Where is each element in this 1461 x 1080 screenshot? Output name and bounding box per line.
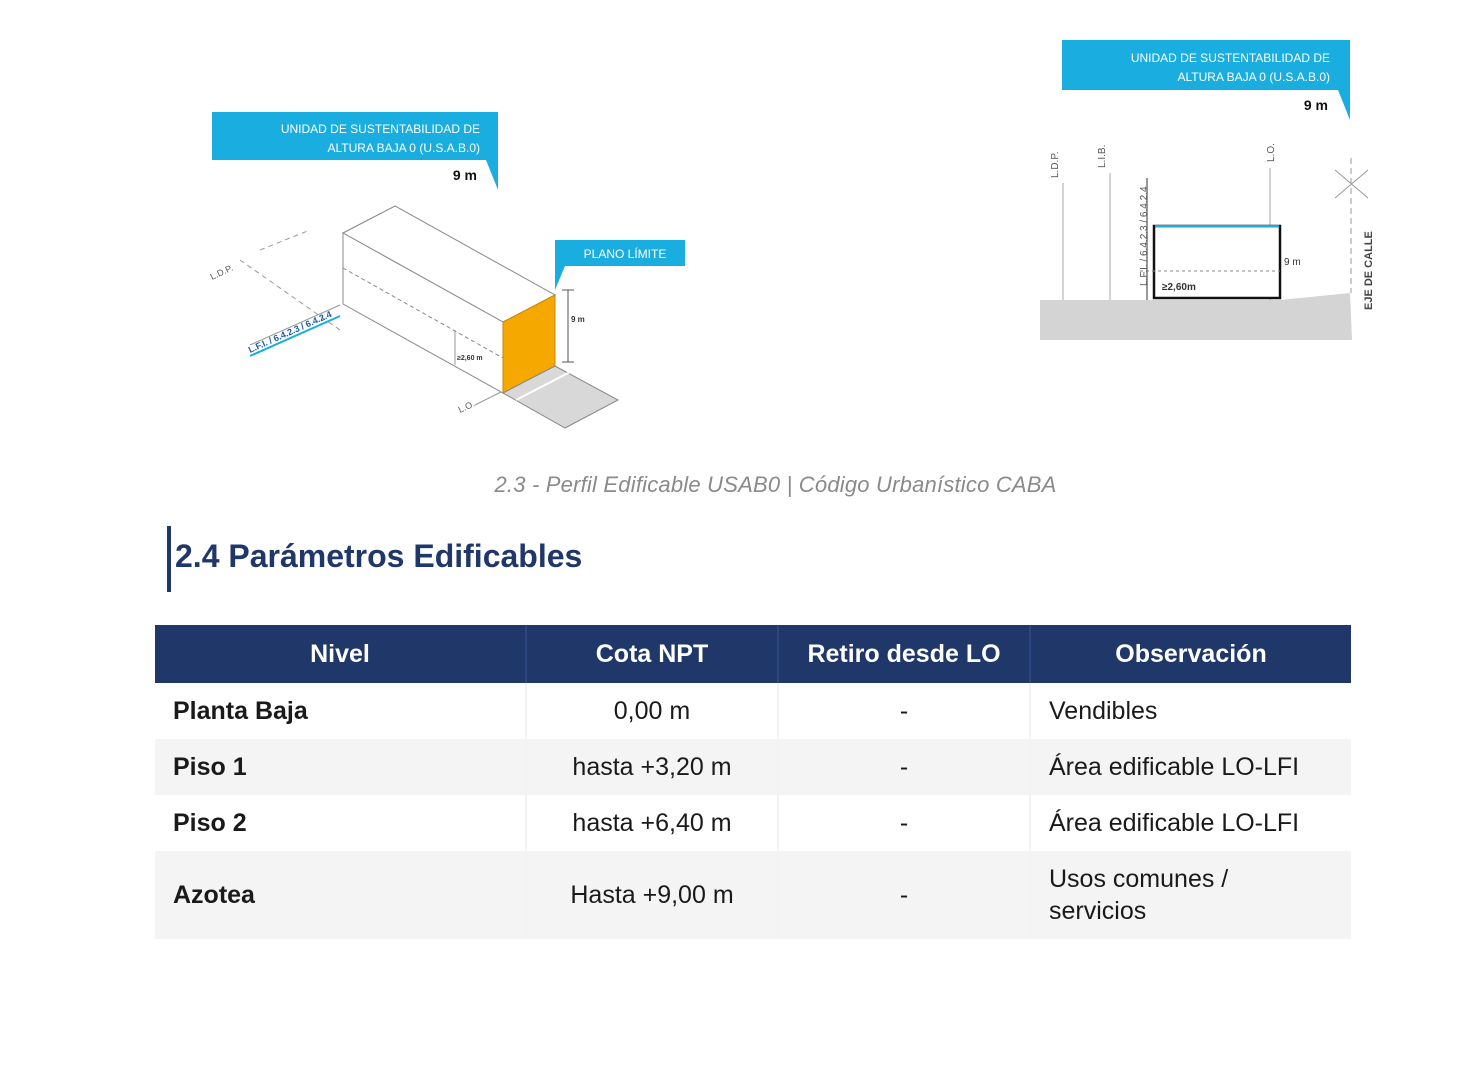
section-height-dim: 9 m — [1284, 257, 1301, 268]
cell-cota: Hasta +9,00 m — [526, 851, 778, 939]
cell-retiro: - — [778, 851, 1030, 939]
lfi-label: L.F.I. / 6.4.2.3 / 6.4.2.4 — [246, 309, 334, 355]
cell-observacion: Área edificable LO-LFI — [1030, 795, 1351, 851]
ground — [1040, 293, 1352, 340]
cell-retiro: - — [778, 683, 1030, 739]
header-retiro: Retiro desde LO — [778, 625, 1030, 683]
cell-cota: 0,00 m — [526, 683, 778, 739]
section-ldp-label: L.D.P. — [1050, 151, 1061, 178]
cell-nivel: Piso 2 — [155, 795, 526, 851]
section-usabo-tag — [1062, 40, 1350, 120]
section-lo-label: L.O. — [1266, 143, 1277, 162]
figure-caption: 2.3 - Perfil Edificable USAB0 | Código Urbanístico CABA — [494, 472, 1057, 497]
table-row — [155, 795, 1351, 851]
section-title: 2.4 Parámetros Edificables — [175, 538, 583, 574]
section-lfi-label: L.F.I. / 6.4.2.3 / 6.4.2.4 — [1139, 186, 1150, 286]
usabo-tag-line2: ALTURA BAJA 0 (U.S.A.B.0) — [327, 141, 480, 155]
section-lib-label: L.I.B. — [1097, 144, 1108, 168]
cell-cota: hasta +3,20 m — [526, 739, 778, 795]
isometric-profile-figure — [150, 100, 710, 450]
section-tag-line2: ALTURA BAJA 0 (U.S.A.B.0) — [1177, 70, 1330, 84]
table-row — [155, 683, 1351, 739]
plano-limite-tag — [555, 240, 685, 290]
height-dimension-label: 9 m — [571, 315, 585, 324]
cell-observacion-line2: servicios — [1049, 897, 1147, 925]
table-row — [155, 851, 1351, 939]
header-observacion: Observación — [1030, 625, 1351, 683]
parameters-table — [155, 625, 1351, 939]
cell-nivel: Piso 1 — [155, 739, 526, 795]
usabo-tag-height: 9 m — [452, 167, 477, 183]
cell-cota: hasta +6,40 m — [526, 795, 778, 851]
plano-limite-label: PLANO LÍMITE — [583, 247, 667, 261]
section-tag-line1: UNIDAD DE SUSTENTABILIDAD DE — [1130, 51, 1330, 65]
cell-nivel: Planta Baja — [155, 683, 526, 739]
cell-retiro: - — [778, 739, 1030, 795]
table-row — [155, 739, 1351, 795]
eje-de-calle-label: EJE DE CALLE — [1363, 231, 1375, 310]
usabo-tag — [212, 112, 498, 190]
header-nivel: Nivel — [155, 625, 526, 683]
cell-observacion: Área edificable LO-LFI — [1030, 739, 1351, 795]
section-profile-figure — [1030, 38, 1390, 348]
usabo-tag-line1: UNIDAD DE SUSTENTABILIDAD DE — [280, 122, 480, 136]
cell-nivel: Azotea — [155, 851, 526, 939]
section-tag-height: 9 m — [1303, 97, 1328, 113]
section-base-dim: ≥2,60m — [1162, 282, 1196, 293]
cell-observacion: Vendibles — [1030, 683, 1351, 739]
cell-observacion-line1: Usos comunes / — [1049, 865, 1229, 893]
lo-label: L.O. — [456, 398, 477, 415]
table-header-row — [155, 625, 1351, 683]
height-dimension — [562, 290, 585, 362]
base-dimension-label: ≥2,60 m — [457, 355, 483, 362]
heading-accent-bar — [167, 526, 171, 592]
ldp-label: L.D.P. — [208, 262, 235, 282]
cell-observacion — [1030, 851, 1351, 939]
cell-retiro: - — [778, 795, 1030, 851]
header-cota: Cota NPT — [526, 625, 778, 683]
